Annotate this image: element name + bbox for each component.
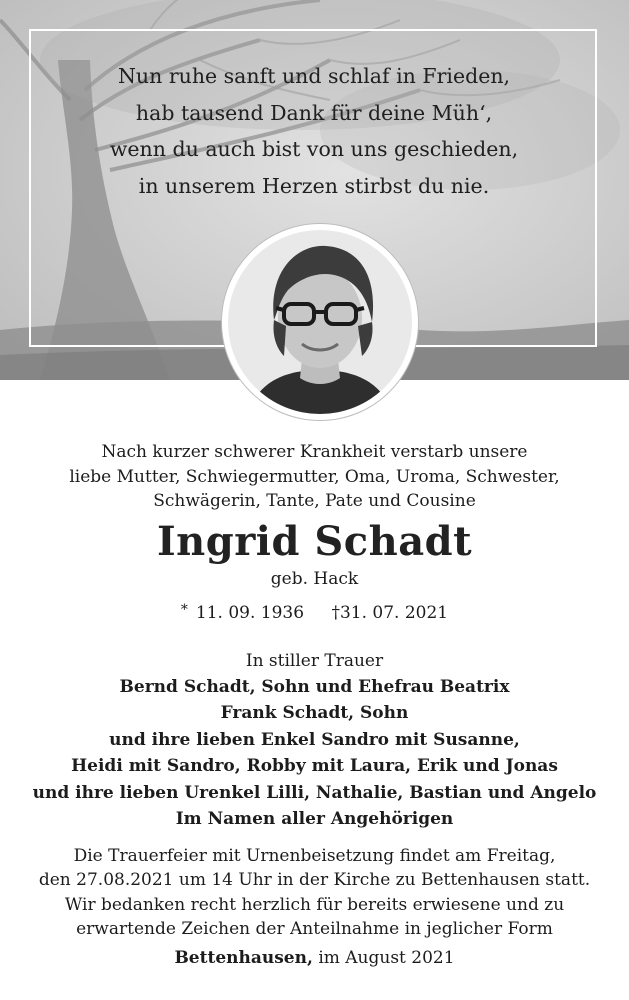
poem-line: hab tausend Dank für deine Müh‘, bbox=[135, 100, 493, 125]
life-dates bbox=[0, 598, 629, 626]
poem-line: in unserem Herzen stirbst du nie. bbox=[138, 173, 490, 198]
obituary-body bbox=[0, 440, 629, 970]
poem-line: wenn du auch bist von uns geschieden, bbox=[109, 137, 519, 161]
birth-symbol: * bbox=[180, 601, 188, 618]
mourner-line: und ihre lieben Urenkel Lilli, Nathalie, Bastian und Angelo bbox=[32, 782, 597, 803]
mourners-list bbox=[0, 674, 629, 833]
death-date: 31. 07. 2021 bbox=[339, 602, 449, 623]
closing-line bbox=[0, 946, 629, 971]
birth-date: 11. 09. 1936 bbox=[195, 602, 305, 623]
poem bbox=[29, 58, 599, 204]
mourner-line: Im Namen aller Angehörigen bbox=[175, 809, 454, 829]
mourner-line: und ihre lieben Enkel Sandro mit Susanne, bbox=[109, 729, 520, 750]
closing-date: im August 2021 bbox=[318, 947, 455, 968]
mourner-line: Bernd Schadt, Sohn und Ehefrau Beatrix bbox=[119, 676, 510, 697]
portrait-photo bbox=[222, 224, 418, 420]
poem-line: Nun ruhe sanft und schlaf in Frieden, bbox=[117, 64, 511, 88]
intro-line: liebe Mutter, Schwiegermutter, Oma, Uroma, Schwester, bbox=[69, 466, 560, 487]
birth-date-group bbox=[181, 598, 304, 626]
service-line: Die Trauerfeier mit Urnenbeisetzung findet am Freitag, bbox=[73, 845, 556, 866]
mourner-line: Heidi mit Sandro, Robby mit Laura, Erik und Jonas bbox=[71, 756, 558, 776]
mourner-line: Frank Schadt, Sohn bbox=[220, 703, 409, 723]
service-line: Wir bedanken recht herzlich für bereits erwiesene und zu bbox=[64, 894, 565, 915]
intro-line: Schwägerin, Tante, Pate und Cousine bbox=[153, 491, 476, 511]
intro-line: Nach kurzer schwerer Krankheit verstarb unsere bbox=[101, 442, 528, 462]
mourning-label: In stiller Trauer bbox=[245, 651, 384, 671]
deceased-name: Ingrid Schadt bbox=[156, 517, 473, 565]
closing-place: Bettenhausen, bbox=[174, 947, 313, 968]
service-line: den 27.08.2021 um 14 Uhr in der Kirche zu Bettenhausen statt. bbox=[38, 870, 591, 890]
maiden-name: geb. Hack bbox=[270, 568, 359, 589]
portrait-image bbox=[228, 230, 412, 414]
service-line: erwartende Zeichen der Anteilnahme in jeglicher Form bbox=[76, 919, 553, 939]
death-date-group bbox=[331, 601, 448, 626]
service-info bbox=[0, 844, 629, 942]
death-symbol: † bbox=[331, 602, 340, 623]
